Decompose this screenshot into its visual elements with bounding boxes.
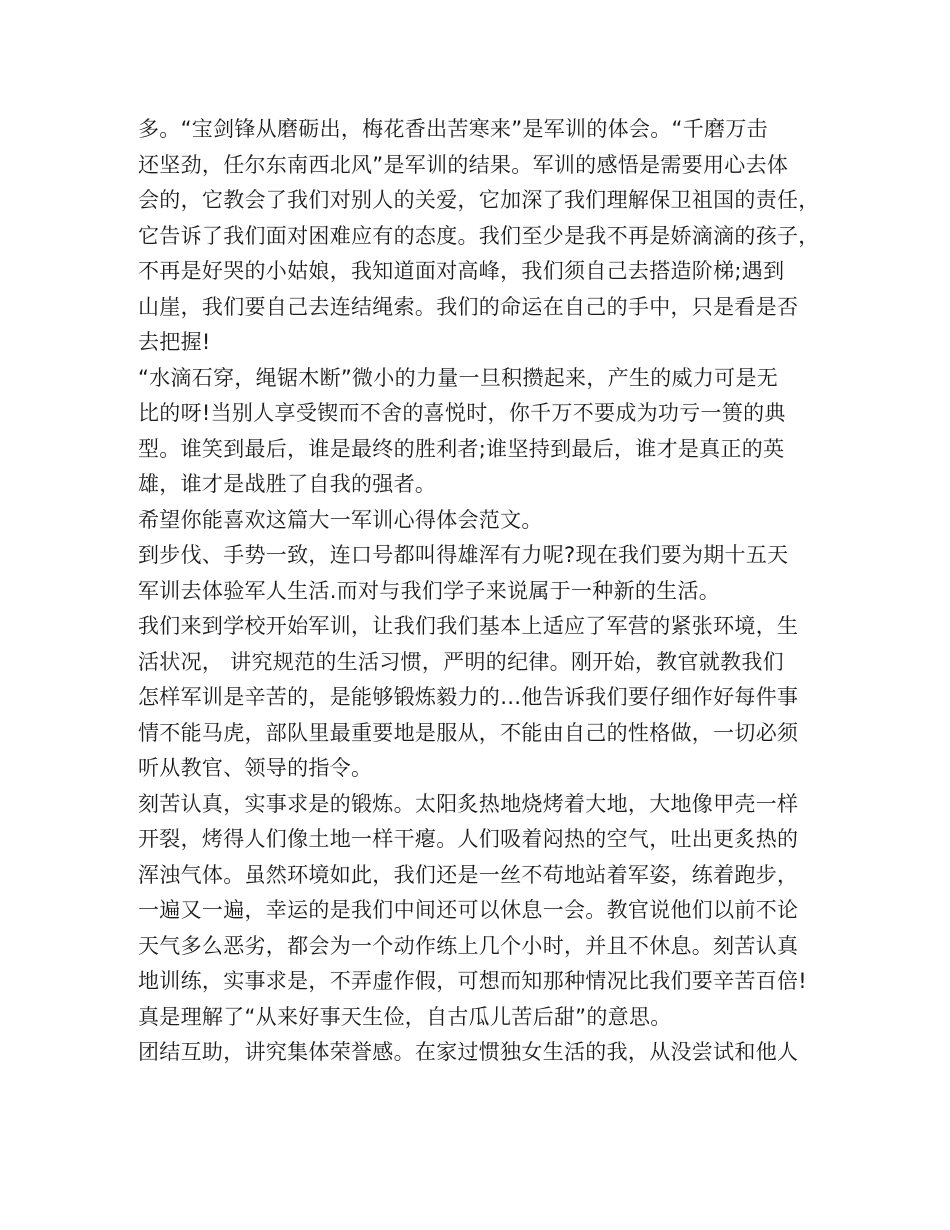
text-line: 天气多么恶劣，都会为一个动作练上几个小时，并且不休息。刻苦认真 — [138, 933, 799, 958]
text-line: 地训练，实事求是，不弄虚作假，可想而知那种情况比我们要辛苦百倍! — [138, 969, 808, 993]
text-line: 一遍又一遍，幸运的是我们中间还可以休息一会。教官说他们以前不论 — [138, 898, 799, 922]
text-line: 听从教官、领导的指令。 — [138, 756, 373, 780]
text-line: 型。谁笑到最后，谁是最终的胜利者;谁坚持到最后，谁才是真正的英 — [138, 436, 785, 461]
text-line: 它告诉了我们面对困难应有的态度。我们至少是我不再是娇滴滴的孩子， — [138, 223, 820, 248]
text-line: 还坚劲，任尔东南西北风”是军训的结果。军训的感悟是需要用心去体 — [138, 152, 789, 177]
text-line: 比的呀!当别人享受锲而不舍的喜悦时，你千万不要成为功亏一篑的典 — [138, 401, 786, 425]
text-line: 雄，谁才是战胜了自我的强者。 — [138, 472, 437, 496]
text-line: 情不能马虎，部队里最重要地是服从，不能由自己的性格做，一切必须 — [138, 720, 799, 745]
text-line: “水滴石穿，绳锯木断”微小的力量一旦积攒起来，产生的威力可是无 — [138, 365, 779, 390]
text-line: 刻苦认真，实事求是的锻炼。太阳炙热地烧烤着大地，大地像甲壳一样 — [138, 791, 799, 816]
text-line: 到步伐、手势一致，连口号都叫得雄浑有力呢?现在我们要为期十五天 — [138, 543, 789, 567]
text-line: 开裂，烤得人们像土地一样干瘪。人们吸着闷热的空气，吐出更炙热的 — [138, 827, 799, 851]
text-line: 多。“宝剑锋从磨砺出，梅花香出苦寒来”是军训的体会。“千磨万击 — [138, 117, 768, 141]
text-line: 真是理解了“从来好事天生俭，自古瓜儿苦后甜”的意思。 — [138, 1004, 672, 1029]
text-line: 去把握! — [138, 330, 211, 354]
text-line: 山崖，我们要自己去连结绳索。我们的命运在自己的手中，只是看是否 — [138, 294, 799, 319]
text-line: 怎样军训是辛苦的，是能够锻炼毅力的…他告诉我们要仔细作好每件事 — [138, 685, 799, 709]
body-text — [138, 112, 828, 1071]
text-line: 会的，它教会了我们对别人的关爱，它加深了我们理解保卫祖国的责任， — [138, 188, 820, 212]
text-line: 团结互助，讲究集体荣誉感。在家过惯独女生活的我，从没尝试和他人 — [138, 1040, 799, 1064]
text-line: 希望你能喜欢这篇大一军训心得体会范文。 — [138, 507, 543, 532]
text-line: 浑浊气体。虽然环境如此，我们还是一丝不苟地站着军姿，练着跑步， — [138, 862, 799, 887]
text-line: 军训去体验军人生活.而对与我们学子来说属于一种新的生活。 — [138, 578, 721, 603]
text-line: 不再是好哭的小姑娘，我知道面对高峰，我们须自己去搭造阶梯;遇到 — [138, 259, 785, 283]
text-line: 活状况， 讲究规范的生活习惯，严明的纪律。刚开始，教官就教我们 — [138, 649, 784, 674]
text-line: 我们来到学校开始军训，让我们我们基本上适应了军营的紧张环境，生 — [138, 614, 799, 638]
